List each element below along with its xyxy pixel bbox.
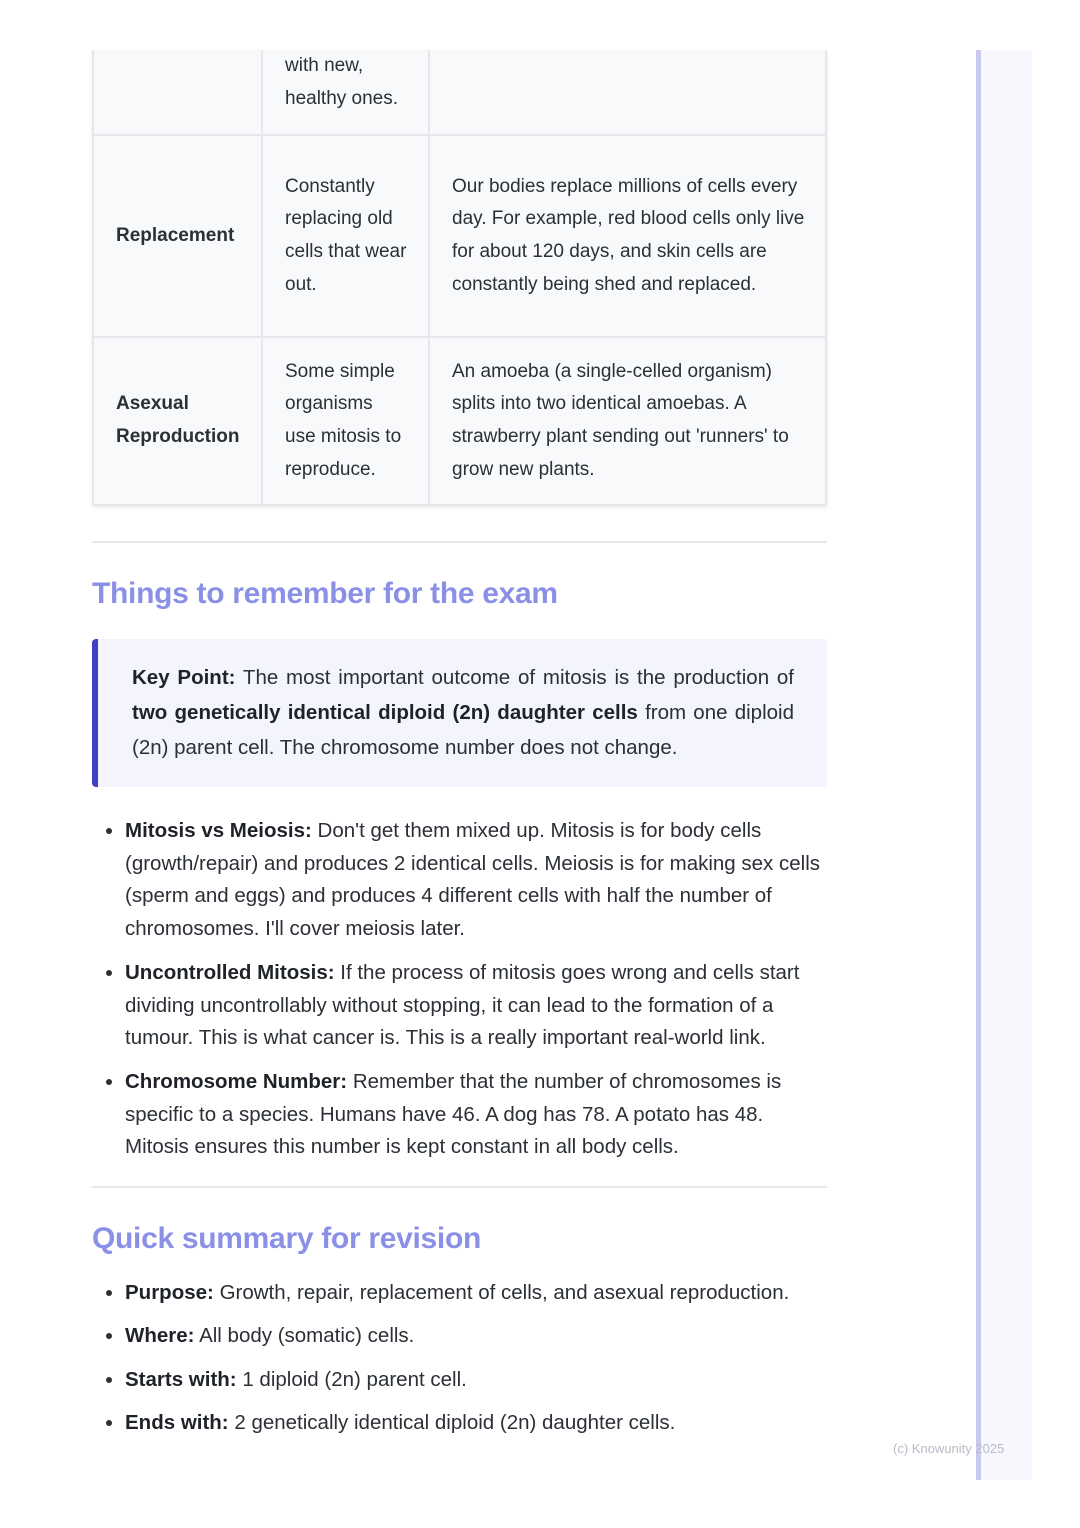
list-item	[125, 1364, 827, 1397]
table-cell-description: with new, healthy ones.	[262, 50, 429, 135]
bullet-label: Chromosome Number:	[125, 1069, 348, 1093]
table-cell-description: Some simple organisms use mitosis to reproduce.	[262, 337, 429, 505]
table-cell-description: Constantly replacing old cells that wear out.	[262, 135, 429, 337]
section-divider	[92, 541, 827, 543]
side-accent-line	[976, 50, 981, 1480]
table-cell-name	[93, 50, 262, 135]
key-point-label: Key Point:	[132, 666, 236, 689]
list-item	[125, 1277, 827, 1310]
bullet-text: All body (somatic) cells.	[199, 1324, 415, 1348]
bullet-label: Mitosis vs Meiosis:	[125, 819, 312, 842]
bullet-label: Uncontrolled Mitosis:	[125, 960, 335, 984]
section-divider	[92, 1186, 827, 1188]
key-point-text: The most important outcome of mitosis is the production of	[242, 666, 794, 689]
side-panel	[976, 50, 1032, 1480]
table-cell-example: An amoeba (a single-celled organism) splits into two identical amoebas. A strawberry plant sending out 'runners' to grow new plants.	[429, 337, 826, 505]
table-row	[93, 337, 826, 505]
bullet-label: Where:	[125, 1324, 195, 1348]
bullet-label: Ends with:	[125, 1410, 229, 1434]
list-item	[125, 957, 827, 1055]
list-item	[125, 1066, 827, 1164]
exam-heading: Things to remember for the exam	[92, 577, 558, 610]
bullet-text: Growth, repair, replacement of cells, and asexual reproduction.	[219, 1281, 790, 1305]
list-item	[125, 815, 827, 946]
exam-bullet-list	[92, 815, 827, 1164]
table-cell-name: Asexual Reproduction	[93, 337, 262, 505]
list-item	[125, 1320, 827, 1353]
bullet-text: 2 genetically identical diploid (2n) daughter cells.	[234, 1410, 676, 1434]
bullet-text: Don't get them mixed up. Mitosis is for body cells (growth/repair) and produces 2 identical cells. Meiosis is for making sex cells (sperm and eggs) and produces 4 different cells with half the number of chromosomes. I'll cover meiosis later.	[125, 819, 821, 941]
mitosis-uses-table	[92, 50, 827, 506]
list-item	[125, 1407, 827, 1440]
document-content	[92, 50, 827, 1450]
bullet-text: Remember that the number of chromosomes is specific to a species. Humans have 46. A dog has 78. A potato has 48. Mitosis ensures this number is kept constant in all body cells.	[125, 1069, 782, 1159]
table-row	[93, 50, 826, 135]
bullet-label: Purpose:	[125, 1281, 214, 1305]
table-row	[93, 135, 826, 337]
key-point-text-end: from one diploid (2n) parent cell. The chromosome number does not change.	[132, 701, 794, 759]
key-point-emphasis: two genetically identical diploid (2n) daughter cells	[132, 701, 638, 724]
summary-bullet-list	[92, 1277, 827, 1440]
table-cell-example: Our bodies replace millions of cells every day. For example, red blood cells only live for about 120 days, and skin cells are constantly being shed and replaced.	[429, 135, 826, 337]
bullet-text: If the process of mitosis goes wrong and cells start dividing uncontrollably without stopping, it can lead to the formation of a tumour. This is what cancer is. This is a really important real-world link.	[125, 960, 800, 1050]
key-point-callout	[92, 639, 827, 787]
bullet-label: Starts with:	[125, 1367, 237, 1391]
copyright-watermark: (c) Knowunity 2025	[893, 1441, 1005, 1456]
table-cell-example	[429, 50, 826, 135]
table-cell-name: Replacement	[93, 135, 262, 337]
summary-heading: Quick summary for revision	[92, 1222, 482, 1256]
bullet-text: 1 diploid (2n) parent cell.	[242, 1367, 467, 1391]
